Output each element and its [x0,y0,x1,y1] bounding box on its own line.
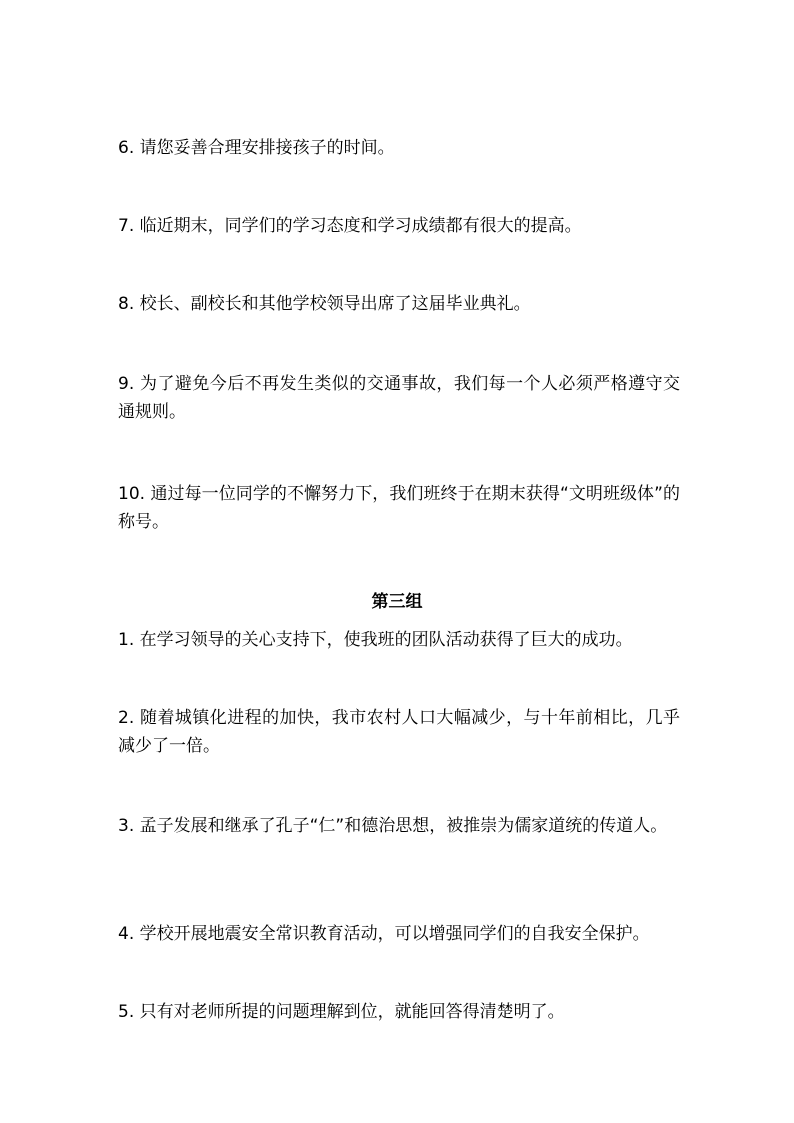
group-three-item-5: 5. 只有对老师所提的问题理解到位，就能回答得清楚明了。 [118,1002,565,1022]
sentence-item-6: 6. 请您妥善合理安排接孩子的时间。 [118,138,395,158]
sentence-item-9: 9. 为了避免今后不再发生类似的交通事故，我们每一个人必须严格遵守交通规则。 [118,374,680,422]
sentence-item-10: 10. 通过每一位同学的不懈努力下，我们班终于在期末获得“文明班级体”的称号。 [118,484,680,532]
group-three-heading: 第三组 [371,592,423,612]
group-three-item-2: 2. 随着城镇化进程的加快，我市农村人口大幅减少，与十年前相比，几乎减少了一倍。 [118,708,680,756]
sentence-item-7: 7. 临近期末，同学们的学习态度和学习成绩都有很大的提高。 [118,216,582,236]
group-three-item-4: 4. 学校开展地震安全常识教育活动，可以增强同学们的自我安全保护。 [118,924,650,944]
sentence-item-8: 8. 校长、副校长和其他学校领导出席了这届毕业典礼。 [118,294,531,314]
group-three-item-1: 1. 在学习领导的关心支持下，使我班的团队活动获得了巨大的成功。 [118,630,633,650]
group-three-item-3: 3. 孟子发展和继承了孔子“仁”和德治思想，被推崇为儒家道统的传道人。 [118,816,668,836]
